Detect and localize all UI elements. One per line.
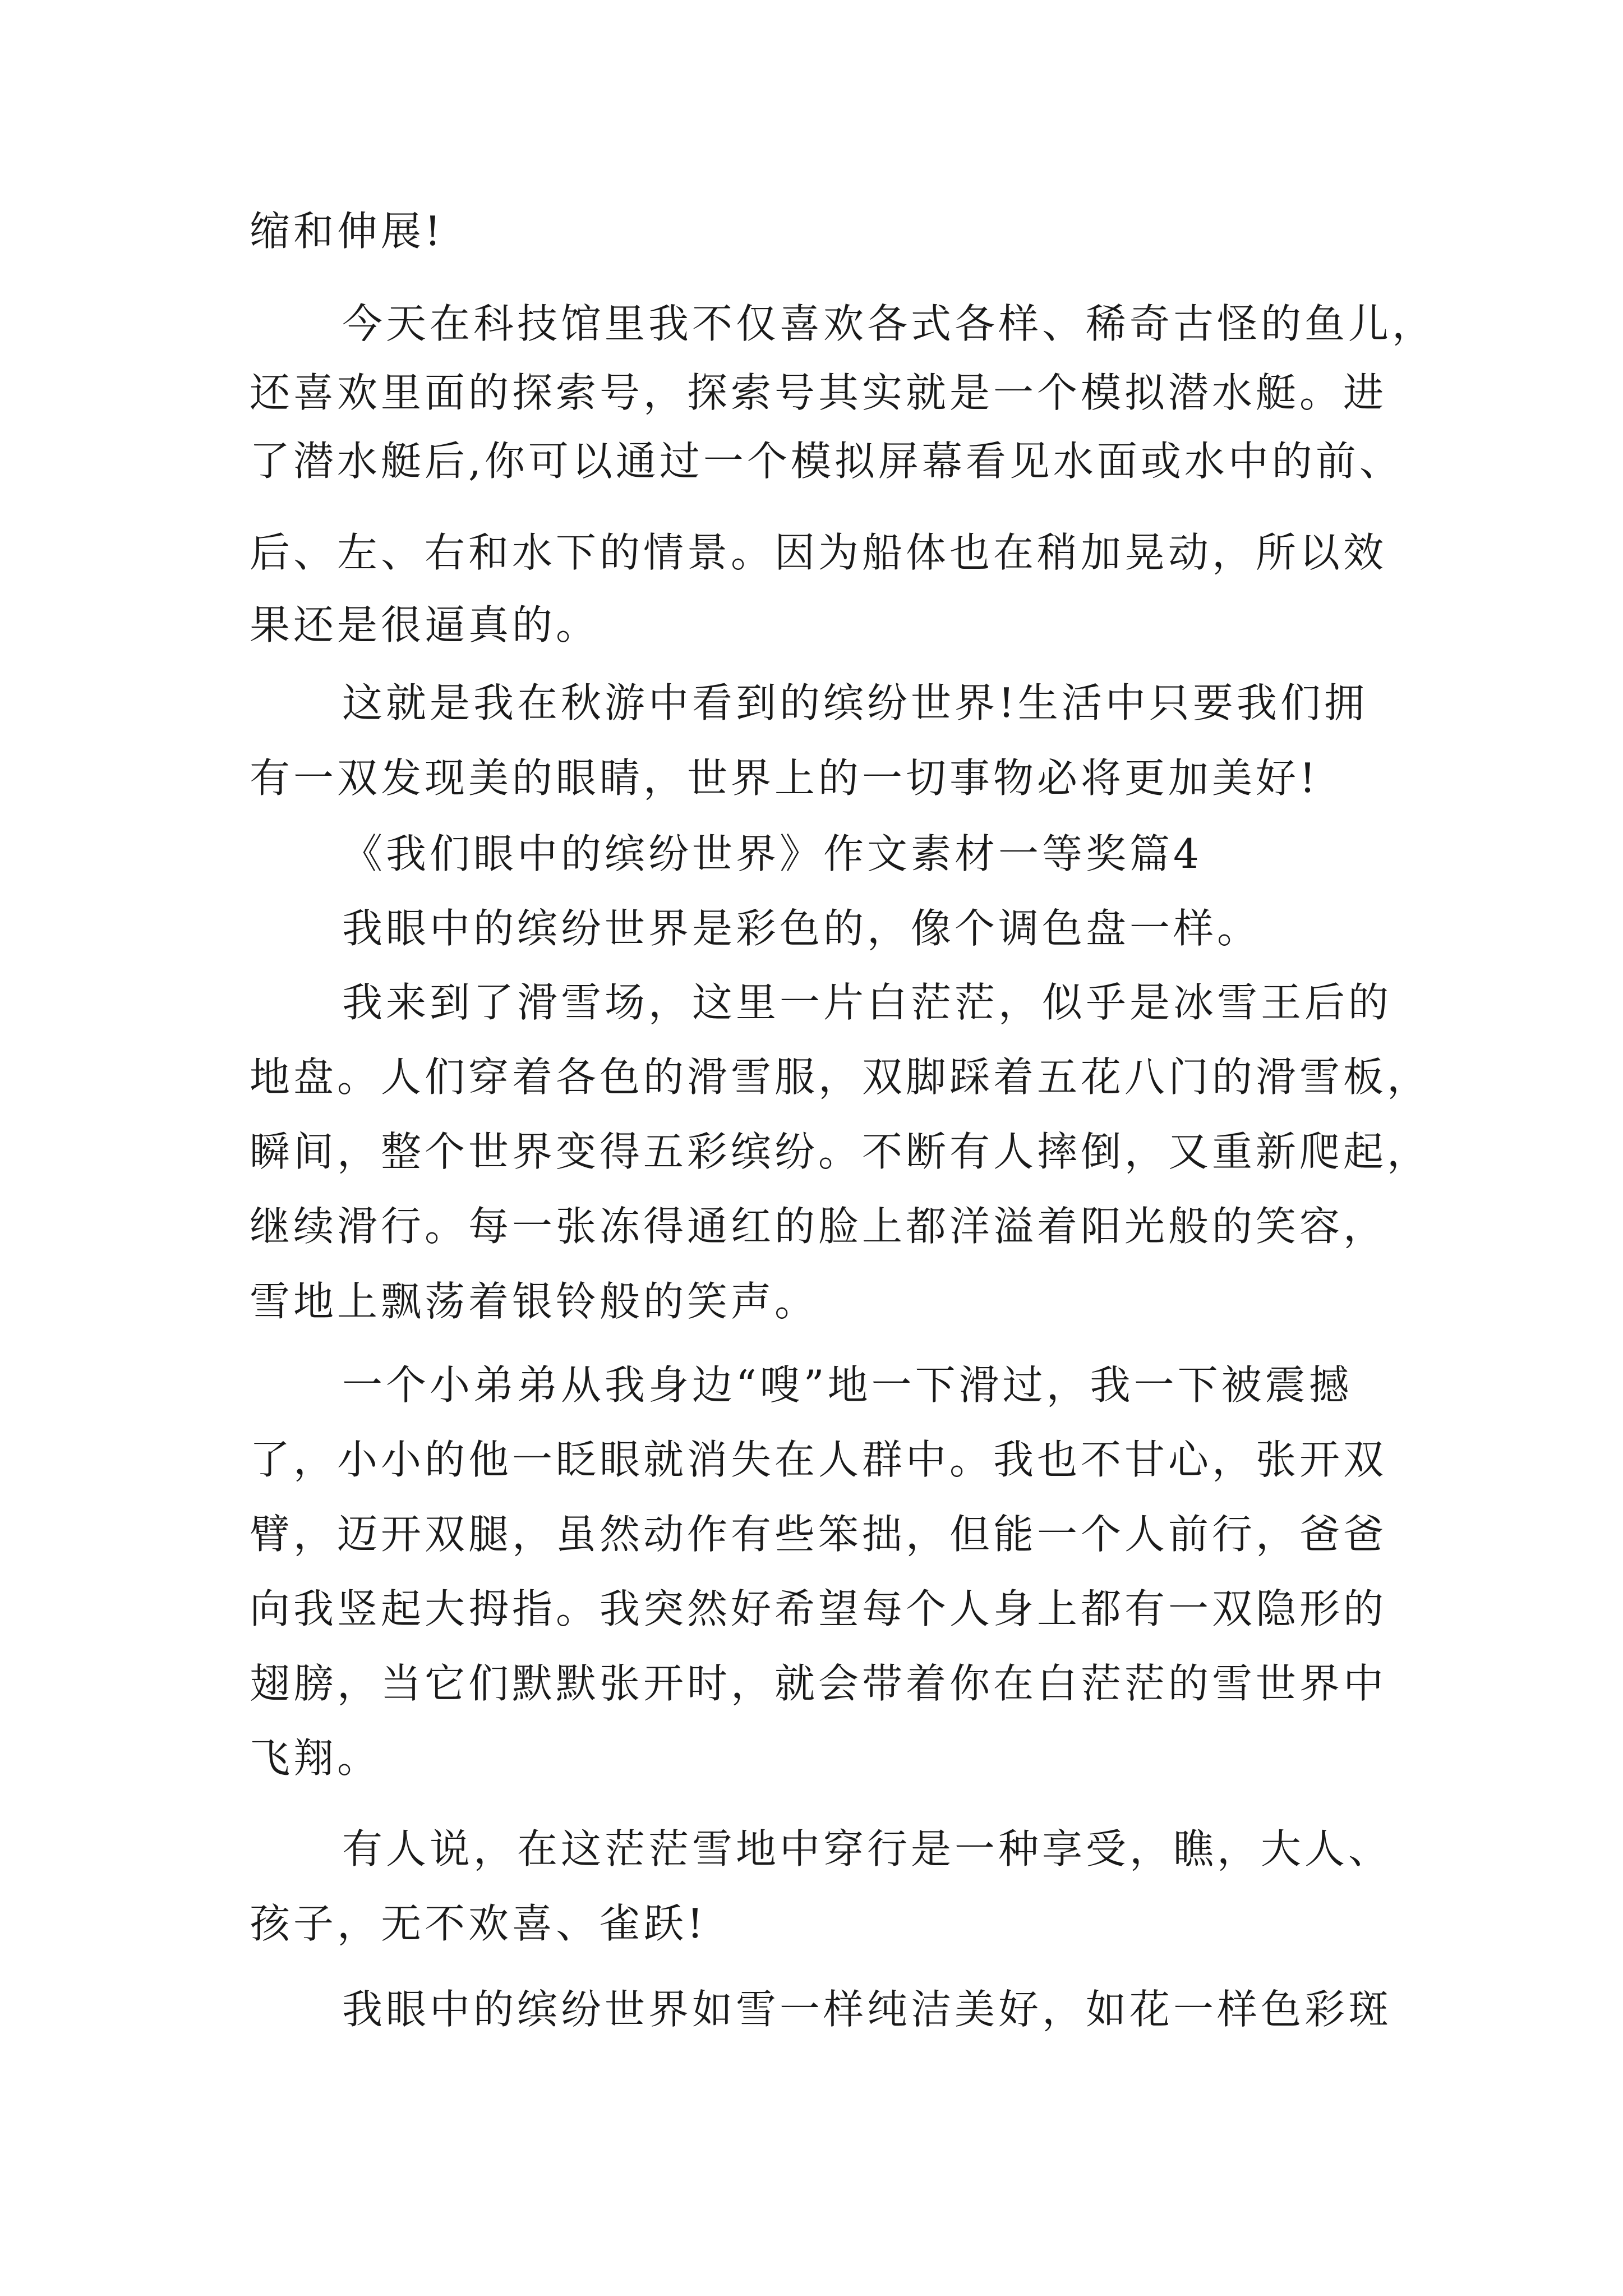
text-line: 我眼中的缤纷世界如雪一样纯洁美好，如花一样色彩斑 [342,1986,1393,2033]
text-line: 后、左、右和水下的情景。因为船体也在稍加晃动，所以效 [250,529,1387,576]
text-line: 我眼中的缤纷世界是彩色的，像个调色盘一样。 [342,905,1261,952]
text-line: 还喜欢里面的探索号，探索号其实就是一个模拟潜水艇。进 [250,369,1387,416]
text-line: 一个小弟弟从我身边“嗖”地一下滑过，我一下被震撼 [342,1361,1353,1409]
text-line: 继续滑行。每一张冻得通红的脸上都洋溢着阳光般的笑容， [250,1203,1387,1250]
text-line: 这就是我在秋游中看到的缤纷世界!生活中只要我们拥 [342,679,1368,726]
text-line: 向我竖起大拇指。我突然好希望每个人身上都有一双隐形的 [250,1585,1387,1632]
text-line: 孩子，无不欢喜、雀跃! [250,1900,707,1947]
text-line: 雪地上飘荡着银铃般的笑声。 [250,1278,819,1325]
text-line: 果还是很逼真的。 [250,601,600,648]
text-line: 了潜水艇后,你可以通过一个模拟屏幕看见水面或水中的前、 [250,438,1403,485]
text-line: 有一双发现美的眼睛，世界上的一切事物必将更加美好! [250,754,1319,802]
section-heading: 《我们眼中的缤纷世界》作文素材一等奖篇4 [342,830,1202,877]
text-line: 臂，迈开双腿，虽然动作有些笨拙，但能一个人前行，爸爸 [250,1511,1387,1558]
text-line: 我来到了滑雪场，这里一片白茫茫，似乎是冰雪王后的 [342,979,1393,1026]
text-line: 翅膀，当它们默默张开时，就会带着你在白茫茫的雪世界中 [250,1660,1387,1707]
text-line: 地盘。人们穿着各色的滑雪服，双脚踩着五花八门的滑雪板， [250,1053,1431,1101]
text-line: 缩和伸展! [250,208,444,255]
text-line: 了，小小的他一眨眼就消失在人群中。我也不甘心，张开双 [250,1436,1387,1483]
text-line: 今天在科技馆里我不仅喜欢各式各样、稀奇古怪的鱼儿， [342,300,1436,347]
text-line: 有人说，在这茫茫雪地中穿行是一种享受，瞧，大人、 [342,1825,1393,1872]
text-line: 飞翔。 [250,1734,381,1782]
text-line: 瞬间，整个世界变得五彩缤纷。不断有人摔倒，又重新爬起， [250,1128,1431,1175]
